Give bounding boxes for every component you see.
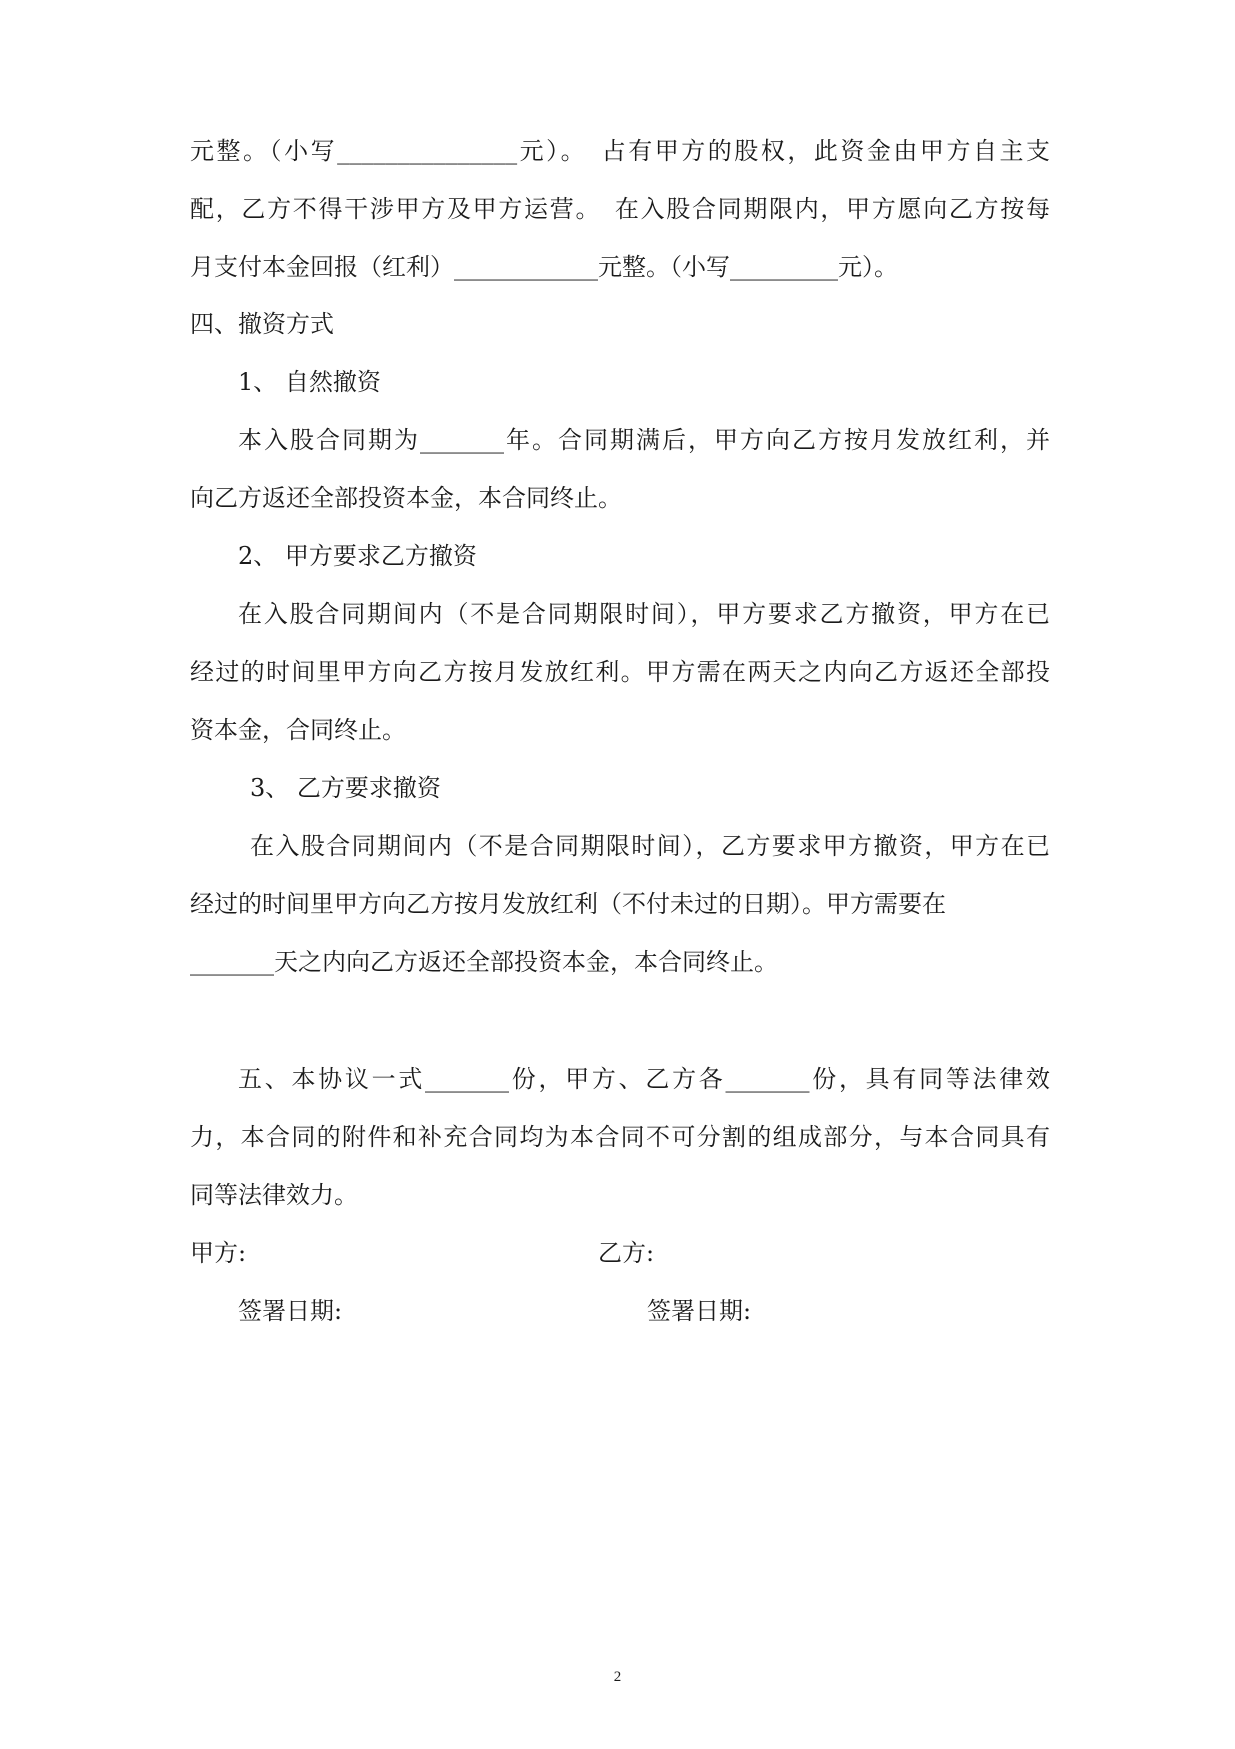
body-line-15: _______天之内向乙方返还全部投资本金，本合同终止。 (190, 948, 778, 976)
subheading-party-b-requests: 3、 乙方要求撤资 (250, 774, 441, 802)
body-line-16: 五、本协议一式_______份，甲方、乙方各_______份，具有同等法律效 (238, 1065, 1050, 1093)
party-b-sign-date-label: 签署日期: (647, 1297, 752, 1325)
party-a-sign-date-label: 签署日期: (238, 1297, 343, 1325)
body-line-6: 本入股合同期为_______年。合同期满后，甲方向乙方按月发放红利，并 (238, 426, 1050, 454)
subheading-natural-withdrawal: 1、 自然撤资 (238, 368, 381, 396)
party-a-label: 甲方: (190, 1239, 247, 1267)
body-line-18: 同等法律效力。 (190, 1181, 358, 1209)
body-line-3: 月支付本金回报（红利）____________元整。（小写_________元）。 (190, 253, 898, 281)
body-line-1: 元整。（小写_______________元）。 占有甲方的股权，此资金由甲方自主支 (190, 137, 1050, 165)
body-line-10: 经过的时间里甲方向乙方按月发放红利。甲方需在两天之内向乙方返还全部投 (190, 658, 1050, 686)
subheading-party-a-requests: 2、 甲方要求乙方撤资 (238, 542, 477, 570)
body-line-9: 在入股合同期间内（不是合同期限时间），甲方要求乙方撤资，甲方在已 (238, 600, 1050, 628)
body-line-17: 力，本合同的附件和补充合同均为本合同不可分割的组成部分，与本合同具有 (190, 1123, 1050, 1151)
page-number: 2 (613, 1669, 622, 1685)
party-b-label: 乙方: (598, 1239, 655, 1267)
body-line-14: 经过的时间里甲方向乙方按月发放红利（不付未过的日期）。甲方需要在 (190, 890, 946, 918)
section-heading-withdrawal: 四、撤资方式 (190, 310, 334, 338)
body-line-13: 在入股合同期间内（不是合同期限时间），乙方要求甲方撤资，甲方在已 (250, 832, 1050, 860)
body-line-11: 资本金，合同终止。 (190, 716, 406, 744)
body-line-7: 向乙方返还全部投资本金，本合同终止。 (190, 484, 622, 512)
body-line-2: 配，乙方不得干涉甲方及甲方运营。 在入股合同期限内，甲方愿向乙方按每 (190, 195, 1050, 223)
